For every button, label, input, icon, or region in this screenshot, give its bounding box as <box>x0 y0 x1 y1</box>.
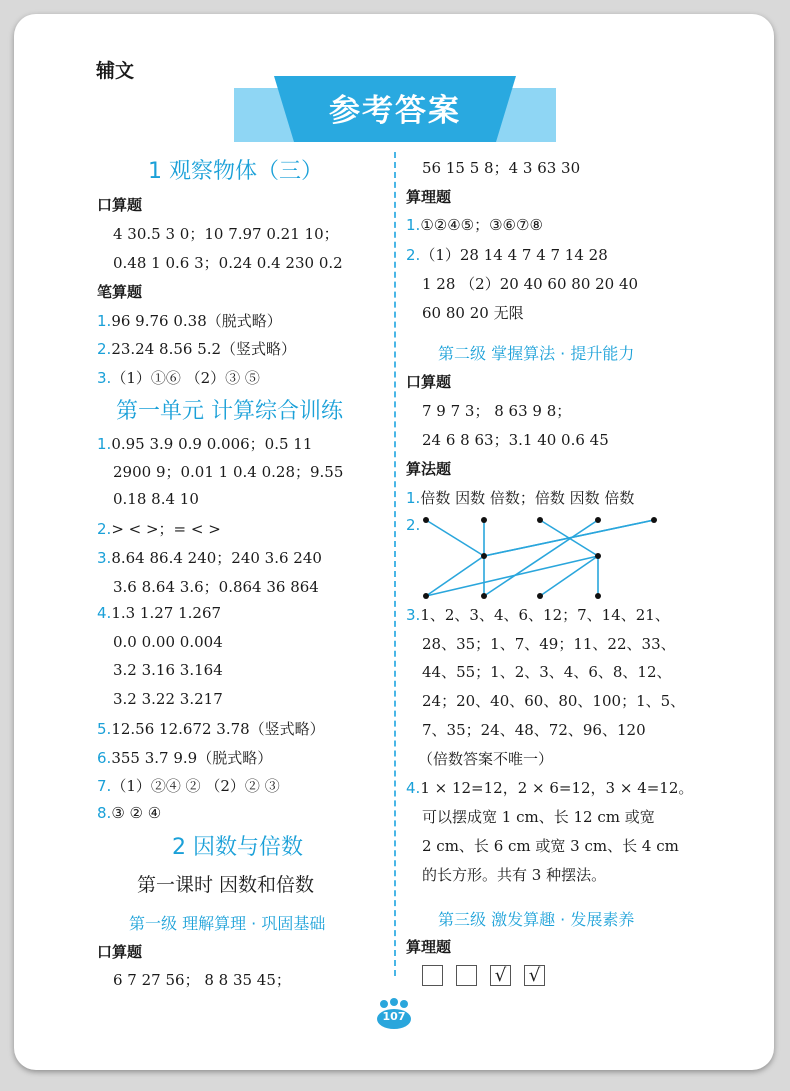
heading-suanli: 算理题 <box>406 938 452 956</box>
answer-item <box>97 747 272 768</box>
item-number: 5. <box>97 720 112 738</box>
answer-text: （1）①⑥ （2）③ ⑤ <box>111 369 260 387</box>
level-1-title: 第一级 理解算理 · 巩固基础 <box>129 914 326 933</box>
item-number: 2. <box>97 520 112 538</box>
answer-line: 24；20、40、60、80、100；1、5、 <box>422 692 686 710</box>
answer-text: 96 9.76 0.38（脱式略） <box>111 312 282 330</box>
answer-item <box>97 310 282 331</box>
page-number: 107 <box>382 1010 406 1023</box>
answer-line: 0.48 1 0.6 3；0.24 0.4 230 0.2 <box>113 254 343 272</box>
match-dot <box>537 593 543 599</box>
answer-item <box>406 244 608 265</box>
answer-checkbox[interactable] <box>456 965 477 986</box>
answer-text: > < >；= < > <box>111 520 221 538</box>
answer-line: 的长方形。共有 3 种摆法。 <box>422 866 607 884</box>
page-number-badge <box>375 998 413 1030</box>
heading-suanli: 算理题 <box>406 188 452 206</box>
item-number: 3. <box>406 606 421 624</box>
answer-text: 1 × 12=12，2 × 6=12，3 × 4=12。 <box>420 779 694 797</box>
item-number: 2. <box>97 340 112 358</box>
answer-line: 28、35；1、7、49；11、22、33、 <box>422 635 676 653</box>
answer-line: 6 7 27 56； 8 8 35 45； <box>113 971 291 989</box>
item-number: 4. <box>97 604 112 622</box>
heading-bisuan: 笔算题 <box>97 283 143 301</box>
banner-title: 参考答案 <box>329 93 461 129</box>
answer-line: 1 28 （2）20 40 60 80 20 40 <box>422 275 639 293</box>
item-number: 2. <box>406 246 421 264</box>
answer-item <box>97 804 161 822</box>
answer-line: 可以摆成宽 1 cm、长 12 cm 或宽 <box>422 808 655 826</box>
answer-line: 24 6 8 63；3.1 40 0.6 45 <box>422 431 609 449</box>
item-number: 2. <box>406 516 421 534</box>
section-2-title: 2 因数与倍数 <box>172 835 303 860</box>
answer-text: 1、2、3、4、6、12；7、14、21、 <box>420 606 670 624</box>
item-number: 7. <box>97 777 112 795</box>
heading-kousuan: 口算题 <box>406 373 452 391</box>
heading-kousuan: 口算题 <box>97 196 143 214</box>
answer-checkbox[interactable]: √ <box>524 965 545 986</box>
answer-banner <box>234 76 556 142</box>
answer-item <box>406 214 543 235</box>
match-dot <box>423 517 429 523</box>
answer-item <box>97 547 322 568</box>
heading-suanfa: 算法题 <box>406 460 452 478</box>
answer-line: 2900 9；0.01 1 0.4 0.28；9.55 <box>113 463 344 481</box>
answer-item <box>97 367 260 388</box>
answer-line: 0.18 8.4 10 <box>113 490 199 508</box>
answer-text: 0.95 3.9 0.9 0.006；0.5 11 <box>111 435 313 453</box>
answer-line: 7 9 7 3； 8 63 9 8； <box>422 402 572 420</box>
answer-line: 3.2 3.22 3.217 <box>113 690 223 708</box>
answer-line: 4 30.5 3 0；10 7.97 0.21 10； <box>113 225 339 243</box>
match-dot <box>537 517 543 523</box>
match-dot <box>651 517 657 523</box>
match-line <box>426 556 598 596</box>
answer-text: 倍数 因数 倍数；倍数 因数 倍数 <box>420 489 635 507</box>
item-number: 1. <box>406 216 421 234</box>
answer-item <box>97 775 280 796</box>
match-dot <box>481 553 487 559</box>
answer-checkbox[interactable]: √ <box>490 965 511 986</box>
answer-item <box>97 604 221 622</box>
item-number: 1. <box>97 435 112 453</box>
item-number: 1. <box>97 312 112 330</box>
item-number: 1. <box>406 489 421 507</box>
answer-item <box>97 433 312 454</box>
answer-line: 0.0 0.00 0.004 <box>113 633 223 651</box>
match-dot <box>595 517 601 523</box>
answer-item <box>97 518 221 539</box>
answer-text: ①②④⑤；③⑥⑦⑧ <box>420 216 543 234</box>
answer-item <box>406 487 634 508</box>
answer-line: 2 cm、长 6 cm 或宽 3 cm、长 4 cm <box>422 837 679 855</box>
answer-text: ③ ② ④ <box>111 804 162 822</box>
answer-line: 44、55；1、2、3、4、6、8、12、 <box>422 663 672 681</box>
answer-item <box>406 777 693 798</box>
answer-item <box>406 604 670 625</box>
answer-line: 56 15 5 8；4 3 63 30 <box>422 159 581 177</box>
answer-line: 7、35；24、48、72、96、120 <box>422 721 646 739</box>
section-1-title: 1 观察物体（三） <box>148 159 323 184</box>
answer-text: （1）28 14 4 7 4 7 14 28 <box>420 246 608 264</box>
answer-line: 60 80 20 无限 <box>422 304 524 322</box>
match-line <box>426 520 484 556</box>
match-dot <box>595 553 601 559</box>
level-3-title: 第三级 激发算趣 · 发展素养 <box>438 910 635 929</box>
item-number: 4. <box>406 779 421 797</box>
match-dot <box>481 593 487 599</box>
answer-text: 12.56 12.672 3.78（竖式略） <box>111 720 325 738</box>
answer-text: 8.64 86.4 240；240 3.6 240 <box>111 549 322 567</box>
answer-item <box>97 338 296 359</box>
answer-checkbox[interactable] <box>422 965 443 986</box>
answer-line: 3.6 8.64 3.6；0.864 36 864 <box>113 578 319 596</box>
item-number: 8. <box>97 804 112 822</box>
item-number: 3. <box>97 549 112 567</box>
brand-label: 辅文 <box>96 60 135 82</box>
item-number: 3. <box>97 369 112 387</box>
match-line <box>484 520 654 556</box>
level-2-title: 第二级 掌握算法 · 提升能力 <box>438 344 635 363</box>
checkbox-row <box>422 965 558 986</box>
column-divider <box>394 152 396 976</box>
match-dot <box>481 517 487 523</box>
lesson-title: 第一课时 因数和倍数 <box>137 874 315 896</box>
answer-line: 3.2 3.16 3.164 <box>113 661 223 679</box>
answer-text: 1.3 1.27 1.267 <box>111 604 222 622</box>
match-line <box>484 520 598 596</box>
answer-text: 23.24 8.56 5.2（竖式略） <box>111 340 297 358</box>
answer-text: （1）②④ ② （2）② ③ <box>111 777 280 795</box>
answer-line: （倍数答案不唯一） <box>418 750 554 768</box>
answer-item <box>97 718 325 739</box>
heading-kousuan: 口算题 <box>97 943 143 961</box>
match-dot <box>423 593 429 599</box>
unit-title: 第一单元 计算综合训练 <box>116 399 343 424</box>
answer-item <box>406 516 420 534</box>
match-dot <box>595 593 601 599</box>
answer-text: 355 3.7 9.9（脱式略） <box>111 749 273 767</box>
item-number: 6. <box>97 749 112 767</box>
matching-diagram <box>420 512 670 604</box>
